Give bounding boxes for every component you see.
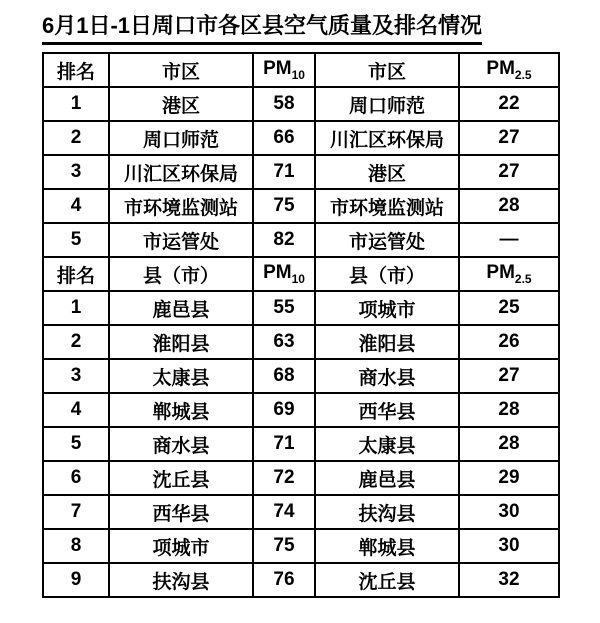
cell-pm10-value: 68 <box>253 359 315 393</box>
cell-county-pm10: 项城市 <box>109 529 253 563</box>
header-pm25 <box>459 257 559 291</box>
table-row <box>43 359 559 393</box>
table-row <box>43 563 559 597</box>
cell-county-pm25: 项城市 <box>315 291 459 325</box>
cell-pm10-value: 82 <box>253 223 315 257</box>
cell-county-pm25: 扶沟县 <box>315 495 459 529</box>
cell-pm25-value: 32 <box>459 563 559 597</box>
cell-pm10-value: 71 <box>253 155 315 189</box>
table-row <box>43 461 559 495</box>
cell-pm25-value: 30 <box>459 495 559 529</box>
city-ranking-table <box>42 52 560 598</box>
cell-pm25-value: 28 <box>459 393 559 427</box>
cell-station-pm25: 市运管处 <box>315 223 459 257</box>
pm25-subscript: 2.5 <box>514 67 532 82</box>
header-pm10 <box>253 257 315 291</box>
cell-rank: 3 <box>43 155 109 189</box>
pm25-label: PM <box>486 262 515 284</box>
table-row <box>43 325 559 359</box>
pm10-label: PM <box>263 58 292 80</box>
cell-county-pm10: 商水县 <box>109 427 253 461</box>
cell-county-pm10: 扶沟县 <box>109 563 253 597</box>
table-row <box>43 529 559 563</box>
cell-pm10-value: 63 <box>253 325 315 359</box>
cell-rank: 4 <box>43 189 109 223</box>
table-row <box>43 87 559 121</box>
header-pm10 <box>253 53 315 87</box>
cell-station-pm25: 市环境监测站 <box>315 189 459 223</box>
cell-county-pm10: 郸城县 <box>109 393 253 427</box>
pm25-subscript: 2.5 <box>514 271 532 286</box>
table-header-row-county <box>43 257 559 291</box>
cell-station-pm10: 周口师范 <box>109 121 253 155</box>
header-county-pm25: 县（市） <box>315 257 459 291</box>
cell-station-pm25: 川汇区环保局 <box>315 121 459 155</box>
cell-county-pm10: 淮阳县 <box>109 325 253 359</box>
cell-pm25-value: 28 <box>459 427 559 461</box>
cell-county-pm10: 太康县 <box>109 359 253 393</box>
cell-pm10-value: 75 <box>253 529 315 563</box>
cell-rank: 1 <box>43 291 109 325</box>
cell-county-pm10: 鹿邑县 <box>109 291 253 325</box>
header-rank: 排名 <box>43 53 109 87</box>
cell-rank: 5 <box>43 223 109 257</box>
title-container <box>0 0 600 45</box>
cell-station-pm10: 川汇区环保局 <box>109 155 253 189</box>
cell-pm10-value: 58 <box>253 87 315 121</box>
cell-pm25-value: 27 <box>459 359 559 393</box>
cell-county-pm10: 沈丘县 <box>109 461 253 495</box>
pm25-label: PM <box>486 58 515 80</box>
cell-pm25-value: 29 <box>459 461 559 495</box>
pm10-label: PM <box>263 262 292 284</box>
cell-pm25-value: 28 <box>459 189 559 223</box>
table-row <box>43 155 559 189</box>
cell-pm25-value: 26 <box>459 325 559 359</box>
cell-pm25-value: 22 <box>459 87 559 121</box>
cell-rank: 6 <box>43 461 109 495</box>
cell-pm10-value: 66 <box>253 121 315 155</box>
cell-county-pm25: 西华县 <box>315 393 459 427</box>
cell-rank: 3 <box>43 359 109 393</box>
pm10-subscript: 10 <box>291 271 305 286</box>
cell-county-pm25: 沈丘县 <box>315 563 459 597</box>
cell-pm10-value: 69 <box>253 393 315 427</box>
pm10-subscript: 10 <box>291 67 305 82</box>
cell-station-pm25: 港区 <box>315 155 459 189</box>
cell-rank: 2 <box>43 325 109 359</box>
cell-county-pm10: 西华县 <box>109 495 253 529</box>
cell-pm25-value: 27 <box>459 155 559 189</box>
cell-county-pm25: 淮阳县 <box>315 325 459 359</box>
table-row <box>43 427 559 461</box>
cell-station-pm25: 周口师范 <box>315 87 459 121</box>
header-area-pm10: 市区 <box>109 53 253 87</box>
cell-pm10-value: 71 <box>253 427 315 461</box>
cell-station-pm10: 市环境监测站 <box>109 189 253 223</box>
cell-rank: 7 <box>43 495 109 529</box>
cell-county-pm25: 鹿邑县 <box>315 461 459 495</box>
cell-rank: 4 <box>43 393 109 427</box>
table-row <box>43 223 559 257</box>
cell-county-pm25: 商水县 <box>315 359 459 393</box>
header-area-pm25: 市区 <box>315 53 459 87</box>
cell-rank: 1 <box>43 87 109 121</box>
cell-pm10-value: 74 <box>253 495 315 529</box>
cell-rank: 9 <box>43 563 109 597</box>
cell-station-pm10: 港区 <box>109 87 253 121</box>
cell-county-pm25: 太康县 <box>315 427 459 461</box>
cell-rank: 5 <box>43 427 109 461</box>
table-header-row <box>43 53 559 87</box>
table-row <box>43 189 559 223</box>
table-row <box>43 291 559 325</box>
cell-pm25-value: 27 <box>459 121 559 155</box>
cell-county-pm25: 郸城县 <box>315 529 459 563</box>
cell-rank: 2 <box>43 121 109 155</box>
header-rank: 排名 <box>43 257 109 291</box>
header-county-pm10: 县（市） <box>109 257 253 291</box>
cell-pm10-value: 72 <box>253 461 315 495</box>
cell-pm10-value: 75 <box>253 189 315 223</box>
header-pm25 <box>459 53 559 87</box>
cell-pm25-value: — <box>459 223 559 257</box>
table-row <box>43 495 559 529</box>
cell-station-pm10: 市运管处 <box>109 223 253 257</box>
cell-pm10-value: 76 <box>253 563 315 597</box>
table-row <box>43 121 559 155</box>
cell-pm10-value: 55 <box>253 291 315 325</box>
cell-pm25-value: 30 <box>459 529 559 563</box>
table-row <box>43 393 559 427</box>
cell-pm25-value: 25 <box>459 291 559 325</box>
page-title: 6月1日-1日周口市各区县空气质量及排名情况 <box>42 12 482 45</box>
cell-rank: 8 <box>43 529 109 563</box>
